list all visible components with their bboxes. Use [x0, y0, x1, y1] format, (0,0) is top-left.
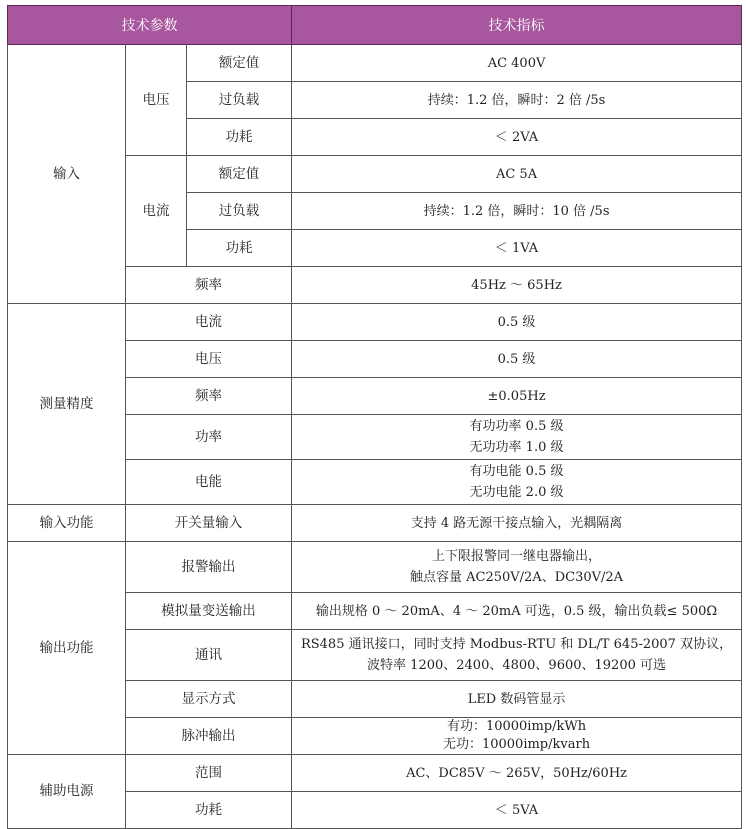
current-overload-value: 持续：1.2 倍，瞬时：10 倍 /5s [292, 193, 742, 230]
accuracy-energy-line2: 无功电能 2.0 级 [469, 485, 564, 500]
pulse-output-line2: 无功：10000imp/kvarh [442, 737, 591, 752]
spec-table [7, 5, 742, 829]
current-rated-label: 额定值 [187, 156, 292, 193]
accuracy-current-label: 电流 [126, 304, 292, 341]
comm-value [292, 630, 742, 681]
alarm-output-value [292, 542, 742, 593]
pulse-output-label: 脉冲输出 [126, 718, 292, 755]
current-overload-label: 过负载 [187, 193, 292, 230]
accuracy-energy-label: 电能 [126, 460, 292, 505]
group-accuracy: 测量精度 [8, 304, 126, 505]
voltage-power-label: 功耗 [187, 119, 292, 156]
display-mode-value: LED 数码管显示 [292, 681, 742, 718]
current-rated-value: AC 5A [292, 156, 742, 193]
switch-input-label: 开关量输入 [126, 505, 292, 542]
voltage-rated-label: 额定值 [187, 45, 292, 82]
accuracy-energy-value [292, 460, 742, 505]
alarm-output-label: 报警输出 [126, 542, 292, 593]
group-aux-power: 辅助电源 [8, 755, 126, 829]
header-spec: 技术指标 [292, 6, 742, 45]
current-power-label: 功耗 [187, 230, 292, 267]
current-power-value: ＜ 1VA [292, 230, 742, 267]
alarm-output-line2: 触点容量 AC250V/2A、DC30V/2A [410, 570, 624, 585]
aux-power-value: ＜ 5VA [292, 792, 742, 829]
voltage-overload-label: 过负载 [187, 82, 292, 119]
group-output-function: 输出功能 [8, 542, 126, 755]
accuracy-current-value: 0.5 级 [292, 304, 742, 341]
voltage-overload-value: 持续：1.2 倍，瞬时：2 倍 /5s [292, 82, 742, 119]
aux-range-label: 范围 [126, 755, 292, 792]
analog-output-label: 模拟量变送输出 [126, 593, 292, 630]
accuracy-voltage-label: 电压 [126, 341, 292, 378]
group-input-function: 输入功能 [8, 505, 126, 542]
group-input: 输入 [8, 45, 126, 304]
accuracy-frequency-value: ±0.05Hz [292, 378, 742, 415]
accuracy-power-line1: 有功功率 0.5 级 [469, 419, 564, 434]
input-frequency-value: 45Hz ～ 65Hz [292, 267, 742, 304]
subgroup-current: 电流 [126, 156, 187, 267]
voltage-power-value: ＜ 2VA [292, 119, 742, 156]
accuracy-power-value [292, 415, 742, 460]
accuracy-energy-line1: 有功电能 0.5 级 [469, 464, 564, 479]
comm-label: 通讯 [126, 630, 292, 681]
switch-input-value: 支持 4 路无源干接点输入，光耦隔离 [292, 505, 742, 542]
alarm-output-line1: 上下限报警同一继电器输出， [432, 549, 602, 564]
analog-output-value: 输出规格 0 ～ 20mA、4 ～ 20mA 可选，0.5 级，输出负载≤ 500Ω [292, 593, 742, 630]
aux-power-label: 功耗 [126, 792, 292, 829]
comm-line2: 波特率 1200、2400、4800、9600、19200 可选 [367, 658, 667, 673]
header-param: 技术参数 [8, 6, 292, 45]
accuracy-voltage-value: 0.5 级 [292, 341, 742, 378]
accuracy-power-line2: 无功功率 1.0 级 [469, 440, 564, 455]
input-frequency-label: 频率 [126, 267, 292, 304]
aux-range-value: AC、DC85V ～ 265V，50Hz/60Hz [292, 755, 742, 792]
pulse-output-line1: 有功：10000imp/kWh [446, 719, 587, 734]
accuracy-power-label: 功率 [126, 415, 292, 460]
voltage-rated-value: AC 400V [292, 45, 742, 82]
subgroup-voltage: 电压 [126, 45, 187, 156]
display-mode-label: 显示方式 [126, 681, 292, 718]
accuracy-frequency-label: 频率 [126, 378, 292, 415]
comm-line1: RS485 通讯接口，同时支持 Modbus-RTU 和 DL/T 645-2007 双协议， [300, 637, 733, 652]
pulse-output-value [292, 718, 742, 755]
